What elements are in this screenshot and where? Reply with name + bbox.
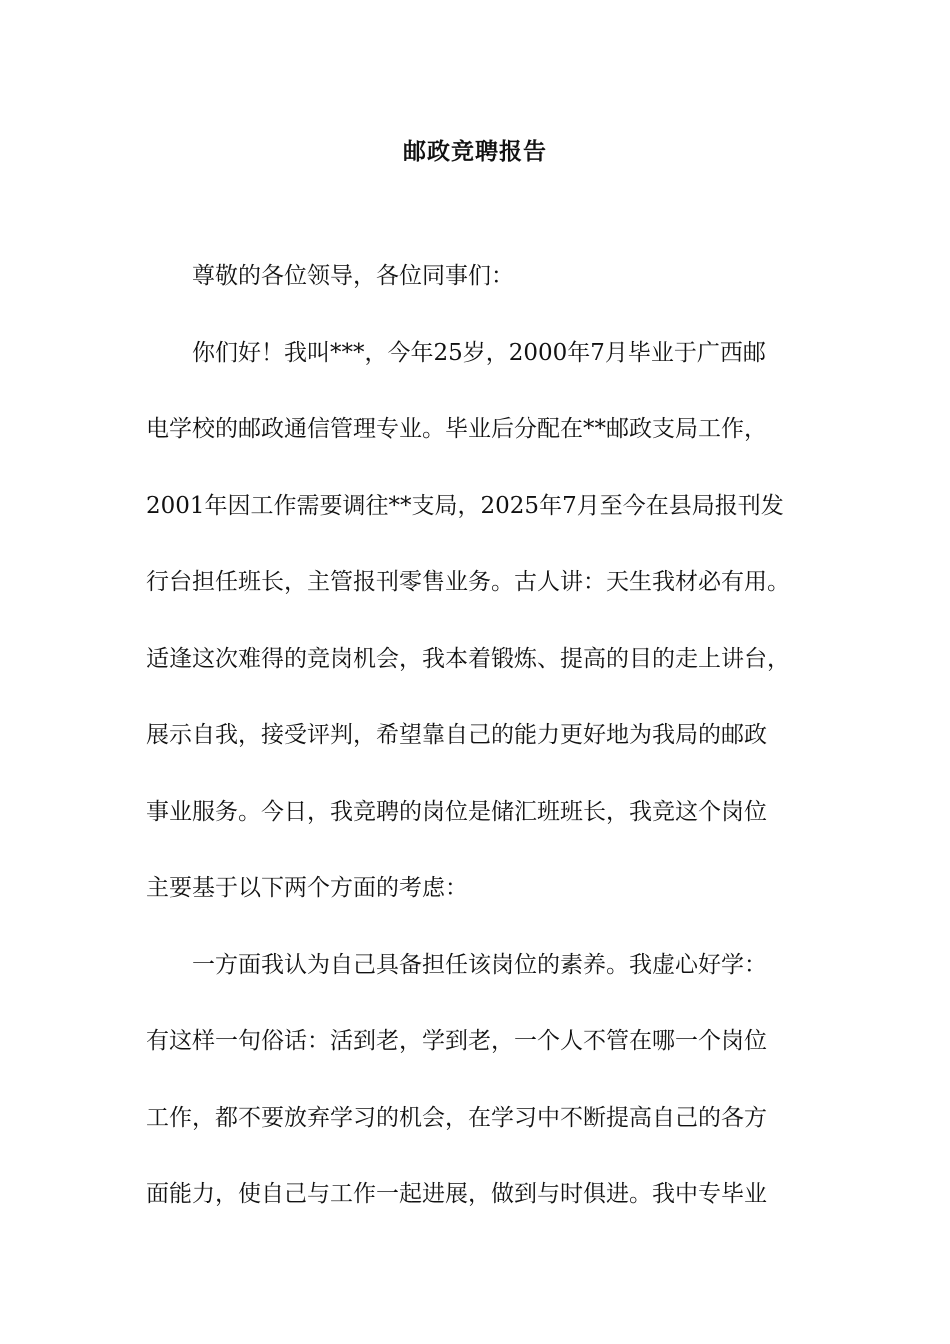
paragraph-line: 主要基于以下两个方面的考虑： bbox=[146, 875, 468, 901]
salutation-line: 尊敬的各位领导，各位同事们： bbox=[192, 263, 514, 289]
document-body bbox=[146, 262, 810, 1257]
paragraph-line: 面能力，使自己与工作一起进展，做到与时俱进。我中专毕业 bbox=[146, 1181, 767, 1207]
document-title: 邮政竞聘报告 bbox=[403, 138, 547, 165]
paragraph-line: 2001年因工作需要调往**支局，2025年7月至今在县局报刊发 bbox=[146, 492, 784, 519]
paragraph-line: 行台担任班长，主管报刊零售业务。古人讲：天生我材必有用。 bbox=[146, 569, 790, 595]
paragraph-line: 你们好！我叫***，今年25岁，2000年7月毕业于广西邮 bbox=[192, 339, 766, 366]
paragraph-line: 有这样一句俗话：活到老，学到老，一个人不管在哪一个岗位 bbox=[146, 1028, 767, 1054]
paragraph-line: 工作，都不要放弃学习的机会，在学习中不断提高自己的各方 bbox=[146, 1104, 767, 1131]
paragraph-line: 电学校的邮政通信管理专业。毕业后分配在**邮政支局工作， bbox=[146, 416, 767, 442]
paragraph-line: 适逢这次难得的竞岗机会，我本着锻炼、提高的目的走上讲台， bbox=[146, 645, 790, 672]
paragraph-line: 展示自我，接受评判，希望靠自己的能力更好地为我局的邮政 bbox=[146, 722, 767, 748]
paragraph-line: 事业服务。今日，我竞聘的岗位是储汇班班长，我竞这个岗位 bbox=[146, 798, 767, 825]
paragraph-line: 一方面我认为自己具备担任该岗位的素养。我虚心好学： bbox=[192, 951, 767, 978]
